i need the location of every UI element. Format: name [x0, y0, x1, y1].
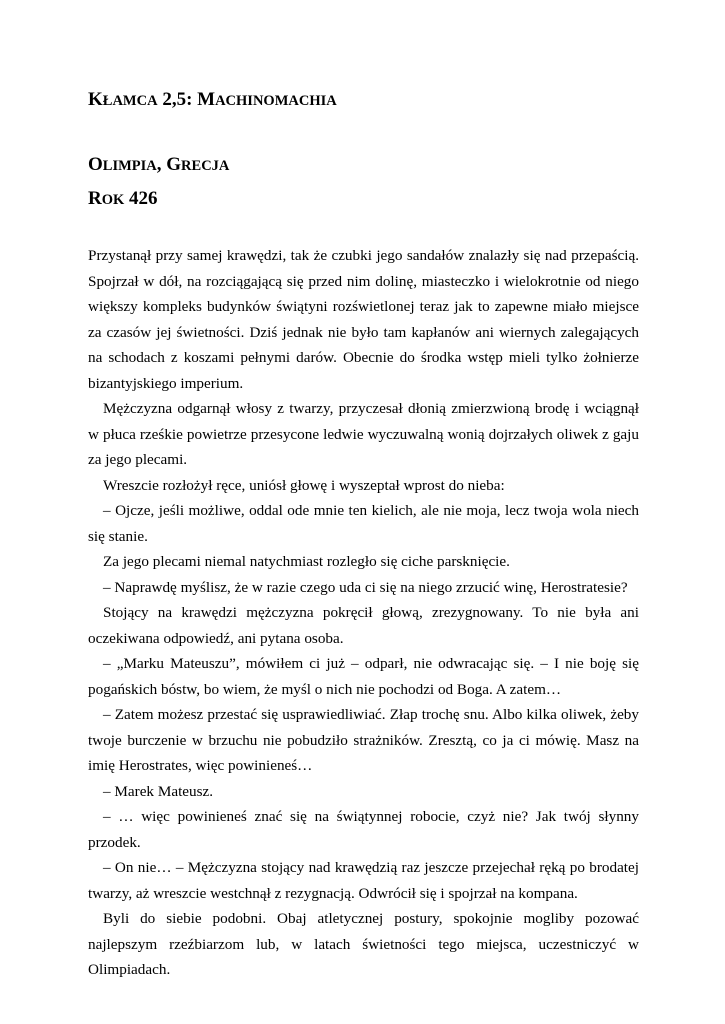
place-initial: O — [88, 154, 103, 175]
year-heading — [88, 188, 158, 211]
paragraph: Mężczyzna odgarnął włosy z twarzy, przyczesał dłonią zmierzwioną brodę i wciągnął w płuca rześkie powietrze przesycone ledwie wyczuwalną wonią dojrzałych oliwek z gaju za jego plecami. — [88, 400, 639, 468]
place-initial-2: G — [166, 154, 182, 175]
paragraph: Stojący na krawędzi mężczyzna pokręcił głową, zrezygnowany. To nie była ani oczekiwana odpowiedź, ani pytana osoba. — [88, 604, 639, 647]
title-smallcaps: ŁAMCA — [102, 93, 158, 109]
paragraph: Byli do siebie podobni. Obaj atletycznej postury, spokojnie mogliby pozować najlepszym rzeźbiarzom lub, w latach świetności tego miejsca, uczestniczyć w Olimpiadach. — [88, 910, 639, 978]
paragraph: – Marek Mateusz. — [103, 782, 214, 800]
year-number: 426 — [124, 188, 158, 209]
paragraph: – „Marku Mateuszu”, mówiłem ci już – odparł, nie odwracając się. – I nie boję się pogańskich bóstw, bo wiem, że myśl o nich nie pochodzi od Boga. A zatem… — [88, 655, 639, 698]
body-text — [88, 243, 639, 983]
title-middle: 2,5: — [157, 89, 198, 110]
chapter-title — [88, 89, 337, 112]
paragraph: Wreszcie rozłożył ręce, uniósł głowę i wyszeptał wprost do nieba: — [103, 476, 505, 494]
location-heading — [88, 154, 229, 177]
document-page — [88, 0, 639, 1024]
title-initial: K — [88, 89, 103, 110]
paragraph: – Naprawdę myślisz, że w razie czego uda ci się na niego zrzucić winę, Herostratesie? — [103, 578, 628, 596]
place-smallcaps: LIMPIA — [102, 158, 157, 174]
paragraph: – Ojcze, jeśli możliwe, oddal ode mnie ten kielich, ale nie moja, lecz twoja wola niech się stanie. — [88, 502, 639, 545]
place-smallcaps-2: RECJA — [181, 158, 230, 174]
year-initial: R — [88, 188, 102, 209]
paragraph: – … więc powinieneś znać się na świątynnej robocie, czyż nie? Jak twój słynny przodek. — [88, 808, 639, 851]
place-middle: , — [156, 154, 167, 175]
paragraph: – On nie… – Mężczyzna stojący nad krawędzią raz jeszcze przejechał ręką po brodatej twarzy, aż wreszcie westchnął z rezygnacją. Odwrócił się i spojrzał na kompana. — [88, 859, 639, 902]
year-smallcaps: OK — [101, 192, 125, 208]
paragraph: Przystanął przy samej krawędzi, tak że czubki jego sandałów znalazły się nad przepaścią. Spojrzał w dół, na rozciągającą się przed nim dolinę, miasteczko i wielokrotnie od niego większy kompleks budynków świątyni rozświetlonej teraz jak to zapewne miało miejsce za czasów jej świetności. Dziś jednak nie było tam kapłanów ani wiernych zalegających na schodach z koszami pełnymi darów. Obecnie do środka wstęp mieli tylko żołnierze bizantyjskiego imperium. — [88, 247, 639, 392]
title-initial-2: M — [197, 89, 216, 110]
title-smallcaps-2: ACHINOMACHIA — [215, 93, 337, 109]
paragraph: Za jego plecami niemal natychmiast rozległo się ciche parsknięcie. — [103, 553, 510, 570]
paragraph: – Zatem możesz przestać się usprawiedliwiać. Złap trochę snu. Albo kilka oliwek, żeby twoje burczenie w brzuchu nie pobudziło strażników. Zresztą, co ja ci mówię. Masz na imię Herostrates, więc powinieneś… — [88, 706, 639, 774]
